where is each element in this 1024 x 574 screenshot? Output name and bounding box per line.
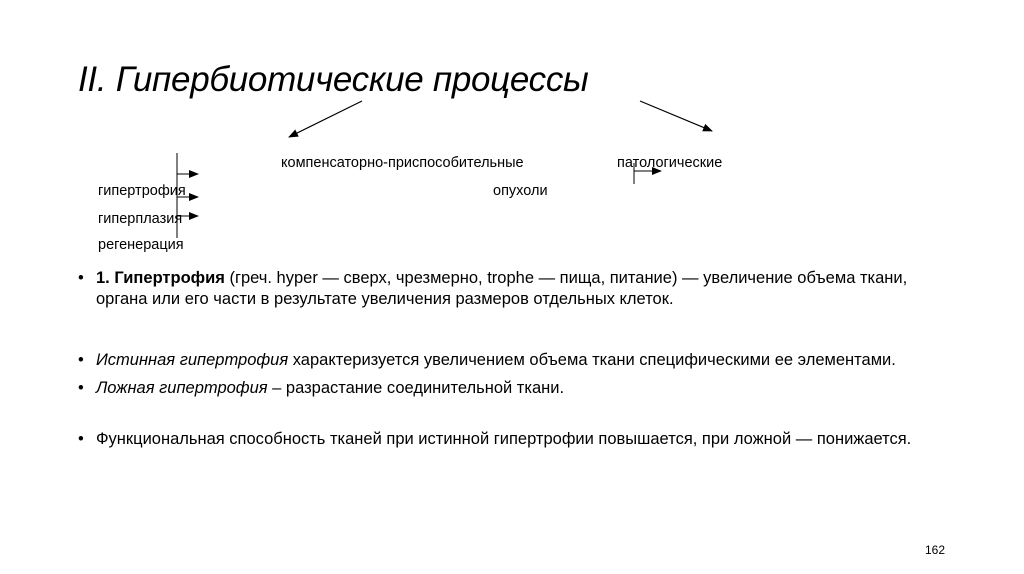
slide-title: II. Гипербиотические процессы xyxy=(78,60,589,99)
bullet-bold-term: 1. Гипертрофия xyxy=(96,269,225,287)
bullet-true-hypertrophy xyxy=(78,350,938,371)
right-branch-label: патологические xyxy=(617,155,723,171)
left-item-regeneration: регенерация xyxy=(98,237,184,253)
right-item-tumors: опухоли xyxy=(493,183,548,199)
arrow-to-left-branch xyxy=(289,101,362,137)
left-item-hypertrophy: гипертрофия xyxy=(98,183,186,199)
bullet-italic-term: Ложная гипертрофия xyxy=(96,379,268,397)
page-number: 162 xyxy=(925,543,946,557)
bullet-text: характеризуется увеличением объема ткани специфическими ее элементами. xyxy=(288,351,896,369)
bullet-hypertrophy-definition xyxy=(78,268,938,310)
arrow-to-right-branch xyxy=(640,101,712,131)
bullet-false-hypertrophy xyxy=(78,378,938,399)
bullet-functional-capacity xyxy=(78,429,938,450)
bullet-list xyxy=(78,268,938,450)
bullet-text: (греч. hyper — сверх, чрезмерно, trophe — пища, питание) — увеличение объема ткани, органа или его части в результате увеличения размеров отдельных клеток. xyxy=(96,269,908,308)
bullet-italic-term: Истинная гипертрофия xyxy=(96,351,289,369)
bullet-text: – разрастание соединительной ткани. xyxy=(267,379,565,397)
left-branch-label: компенсаторно-приспособительные xyxy=(281,155,524,171)
left-item-hyperplasia: гиперплазия xyxy=(98,211,183,227)
bullet-text: Функциональная способность тканей при истинной гипертрофии повышается, при ложной — понижается. xyxy=(96,430,912,448)
